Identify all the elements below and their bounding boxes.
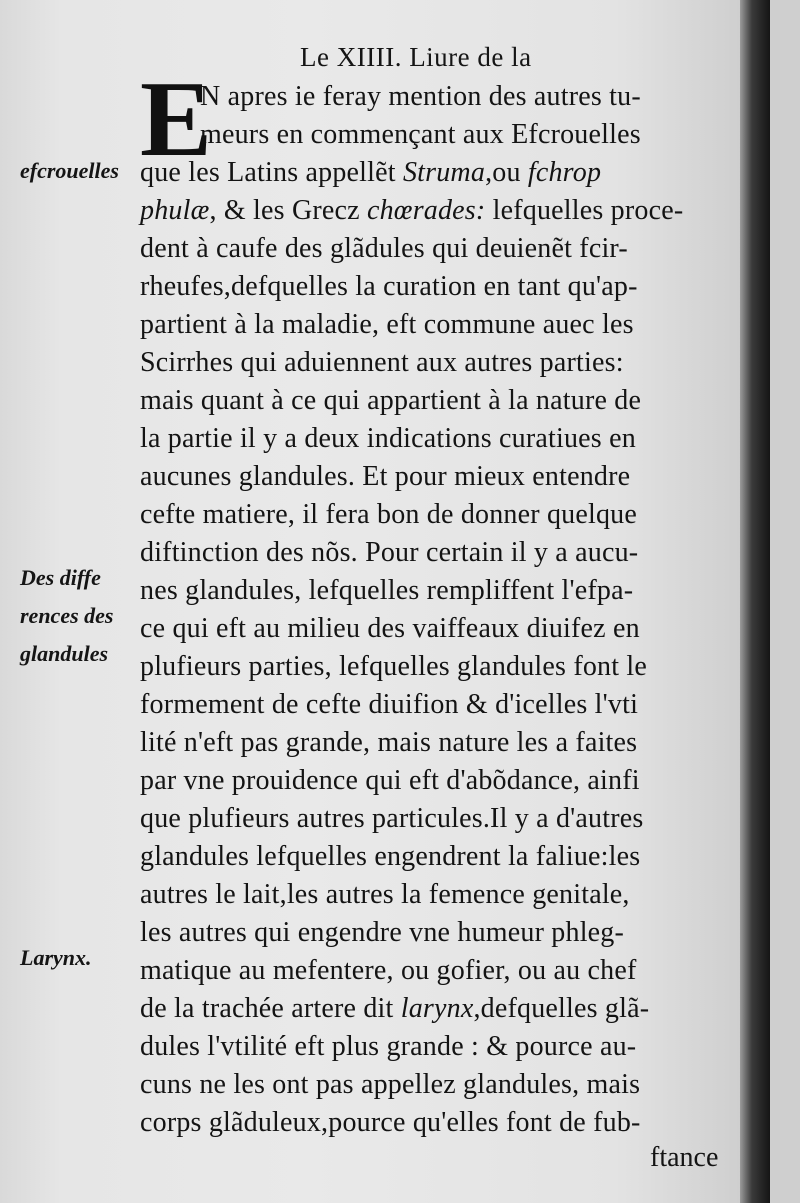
text-line: lité n'eft pas grande, mais nature les a faites — [140, 727, 638, 758]
text-line: cuns ne les ont pas appellez glandules, mais — [140, 1069, 641, 1100]
text-line: par vne prouidence qui eft d'abõdance, ainfi — [140, 765, 640, 796]
text-line: formement de cefte diuifion & d'icelles l'vti — [140, 689, 639, 720]
text-line: que les Latins appellẽt Struma,ou fchrop — [140, 157, 602, 188]
text-line: partient à la maladie, eft commune auec les — [140, 309, 634, 340]
text-line: Scirrhes qui aduiennent aux autres parties: — [140, 347, 624, 378]
text-line: la partie il y a deux indications curatiues en — [140, 423, 636, 454]
margin-note-larynx: Larynx. — [20, 945, 92, 970]
text-line: glandules lefquelles engendrent la faliue:les — [140, 841, 641, 872]
text-line: ce qui eft au milieu des vaiffeaux diuifez en — [140, 613, 640, 644]
text-line: N apres ie feray mention des autres tu- — [200, 81, 641, 112]
margin-note-escrouelles: efcrouelles — [20, 158, 119, 183]
text-line: corps glãduleux,pource qu'elles font de fub- — [140, 1107, 641, 1138]
text-line: que plufieurs autres particules.Il y a d'autres — [140, 803, 644, 834]
text-line: meurs en commençant aux Efcrouelles — [200, 119, 641, 150]
page-edge-shadow — [740, 0, 770, 1203]
margin-note-differences-line-1: Des diffe — [20, 565, 101, 590]
text-line: diftinction des nõs. Pour certain il y a aucu- — [140, 537, 639, 568]
text-line: rheufes,defquelles la curation en tant qu'ap- — [140, 271, 638, 302]
drop-cap-initial: E — [140, 60, 213, 179]
text-line: matique au mefentere, ou gofier, ou au chef — [140, 955, 637, 986]
text-line: nes glandules, lefquelles rempliffent l'efpa- — [140, 575, 634, 606]
margin-note-differences-line-2: rences des — [20, 603, 114, 628]
text-line: de la trachée artere dit larynx,defquelles glã- — [140, 993, 650, 1024]
text-line: mais quant à ce qui appartient à la nature de — [140, 385, 642, 416]
text-line: les autres qui engendre vne humeur phleg- — [140, 917, 625, 948]
text-line: phulæ, & les Grecz chœrades: lefquelles proce- — [140, 195, 684, 226]
text-line: autres le lait,les autres la femence genitale, — [140, 879, 630, 910]
text-line: cefte matiere, il fera bon de donner quelque — [140, 499, 638, 530]
running-head: Le XIIII. Liure de la — [300, 42, 532, 72]
text-line: dules l'vtilité eft plus grande : & pource au- — [140, 1031, 637, 1062]
text-line: plufieurs parties, lefquelles glandules font le — [140, 651, 648, 682]
text-line: dent à caufe des glãdules qui deuienẽt fcir- — [140, 233, 628, 264]
margin-note-differences-line-3: glandules — [20, 641, 109, 666]
catchword: ftance — [650, 1142, 719, 1173]
text-line: aucunes glandules. Et pour mieux entendre — [140, 461, 631, 492]
